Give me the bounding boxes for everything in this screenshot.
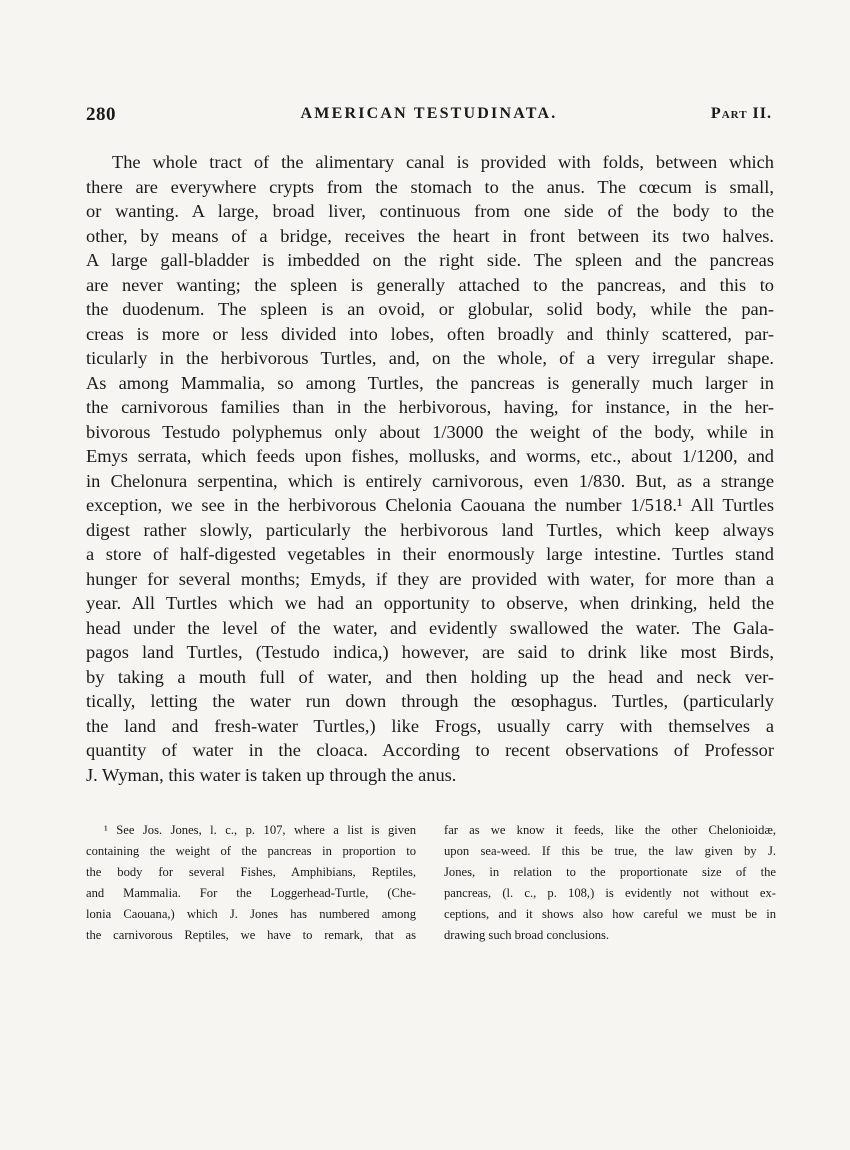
page-header [86,104,772,130]
body-line: bivorous Testudo polyphemus only about 1/3000 the weight of the body, while in [86,421,774,442]
body-line: Emys serrata, which feeds upon fishes, mollusks, and worms, etc., about 1/1200, and [86,446,774,466]
body-line: there are everywhere crypts from the stomach to the anus. The cœcum is small, [86,176,774,197]
body-line: digest rather slowly, particularly the herbivorous land Turtles, which keep always [86,519,774,540]
page-number: 280 [86,104,116,125]
body-line: exception, we see in the herbivorous Chelonia Caouana the number 1/518.¹ All Turtles [86,495,774,515]
footnote-line: ¹ See Jos. Jones, l. c., p. 107, where a list is given [104,823,416,837]
footnote-line: containing the weight of the pancreas in proportion to [86,844,416,858]
footnote-line: ceptions, and it shows also how careful we must be in [444,907,776,921]
footnote-line: the body for several Fishes, Amphibians, Reptiles, [86,865,416,879]
footnote-line: drawing such broad conclusions. [444,928,610,942]
body-line: The whole tract of the alimentary canal is provided with folds, between which [112,152,774,172]
body-line: by taking a mouth full of water, and then holding up the head and neck ver- [86,666,774,687]
body-line: the carnivorous families than in the herbivorous, having, for instance, in the her- [86,397,774,417]
footnote-column-right [444,820,776,946]
footnote-line: the carnivorous Reptiles, we have to remark, that as [86,928,416,942]
body-line: in Chelonura serpentina, which is entirely carnivorous, even 1/830. But, as a strange [86,470,774,491]
body-line: quantity of water in the cloaca. According to recent observations of Professor [86,740,774,760]
body-line: J. Wyman, this water is taken up through the anus. [86,764,457,785]
body-text [86,150,774,787]
body-line: other, by means of a bridge, receives the heart in front between its two halves. [86,225,774,246]
body-line: pagos land Turtles, (Testudo indica,) however, are said to drink like most Birds, [86,642,774,662]
body-line: creas is more or less divided into lobes, often broadly and thinly scattered, par- [86,323,774,344]
body-line: the duodenum. The spleen is an ovoid, or globular, solid body, while the pan- [86,299,774,319]
part-label: Part II. [710,105,772,122]
body-line: the land and fresh-water Turtles,) like Frogs, usually carry with themselves a [86,715,774,736]
running-title: AMERICAN TESTUDINATA. [300,105,558,122]
footnote-line: upon sea-weed. If this be true, the law given by J. [444,844,776,858]
body-line: As among Mammalia, so among Turtles, the pancreas is generally much larger in [86,372,774,393]
body-line: A large gall-bladder is imbedded on the right side. The spleen and the pancreas [86,250,774,270]
body-line: tically, letting the water run down through the œsophagus. Turtles, (particularly [86,691,774,711]
body-line: or wanting. A large, broad liver, continuous from one side of the body to the [86,201,774,221]
footnote-line: pancreas, (l. c., p. 108,) is evidently not without ex- [444,886,776,900]
body-line: are never wanting; the spleen is generally attached to the pancreas, and this to [86,274,774,295]
body-line: hunger for several months; Emyds, if they are provided with water, for more than a [86,568,774,589]
footnote-line: and Mammalia. For the Loggerhead-Turtle, (Che- [86,886,416,900]
footnote-line: lonia Caouana,) which J. Jones has numbered among [86,907,416,921]
body-line: a store of half-digested vegetables in their enormously large intestine. Turtles stand [86,544,774,564]
footnote-line: Jones, in relation to the proportionate size of the [444,865,776,879]
body-line: year. All Turtles which we had an opportunity to observe, when drinking, held the [86,593,774,613]
body-line: head under the level of the water, and evidently swallowed the water. The Gala- [86,617,774,638]
footnote-column-left [86,820,416,946]
footnote [86,820,776,960]
body-line: ticularly in the herbivorous Turtles, and, on the whole, of a very irregular shape. [86,348,774,368]
footnote-line: far as we know it feeds, like the other Chelonioidæ, [444,823,776,837]
